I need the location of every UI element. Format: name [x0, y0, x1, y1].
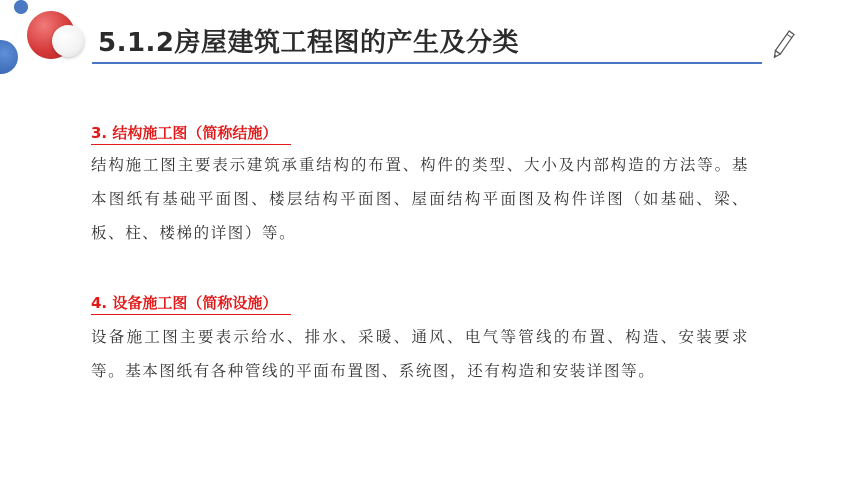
- section-heading-structure: 3. 结构施工图（简称结施）: [91, 122, 291, 145]
- title-underline: [92, 62, 762, 64]
- decor-circle-white: [52, 25, 84, 57]
- slide-title: 5.1.2房屋建筑工程图的产生及分类: [98, 28, 520, 58]
- section-body-equipment: 设备施工图主要表示给水、排水、采暖、通风、电气等管线的布置、构造、安装要求等。基本图纸有各种管线的平面布置图、系统图，还有构造和安装详图等。: [91, 328, 749, 380]
- pencil-icon: [770, 28, 796, 62]
- section-body-structure: 结构施工图主要表示建筑承重结构的布置、构件的类型、大小及内部构造的方法等。基本图纸有基础平面图、楼层结构平面图、屋面结构平面图及构件详图（如基础、梁、板、柱、楼梯的详图）等。: [91, 156, 749, 242]
- decor-circle-blue: [0, 40, 18, 74]
- section-heading-equipment: 4. 设备施工图（简称设施）: [91, 292, 291, 315]
- decor-circle-small-blue: [14, 0, 28, 14]
